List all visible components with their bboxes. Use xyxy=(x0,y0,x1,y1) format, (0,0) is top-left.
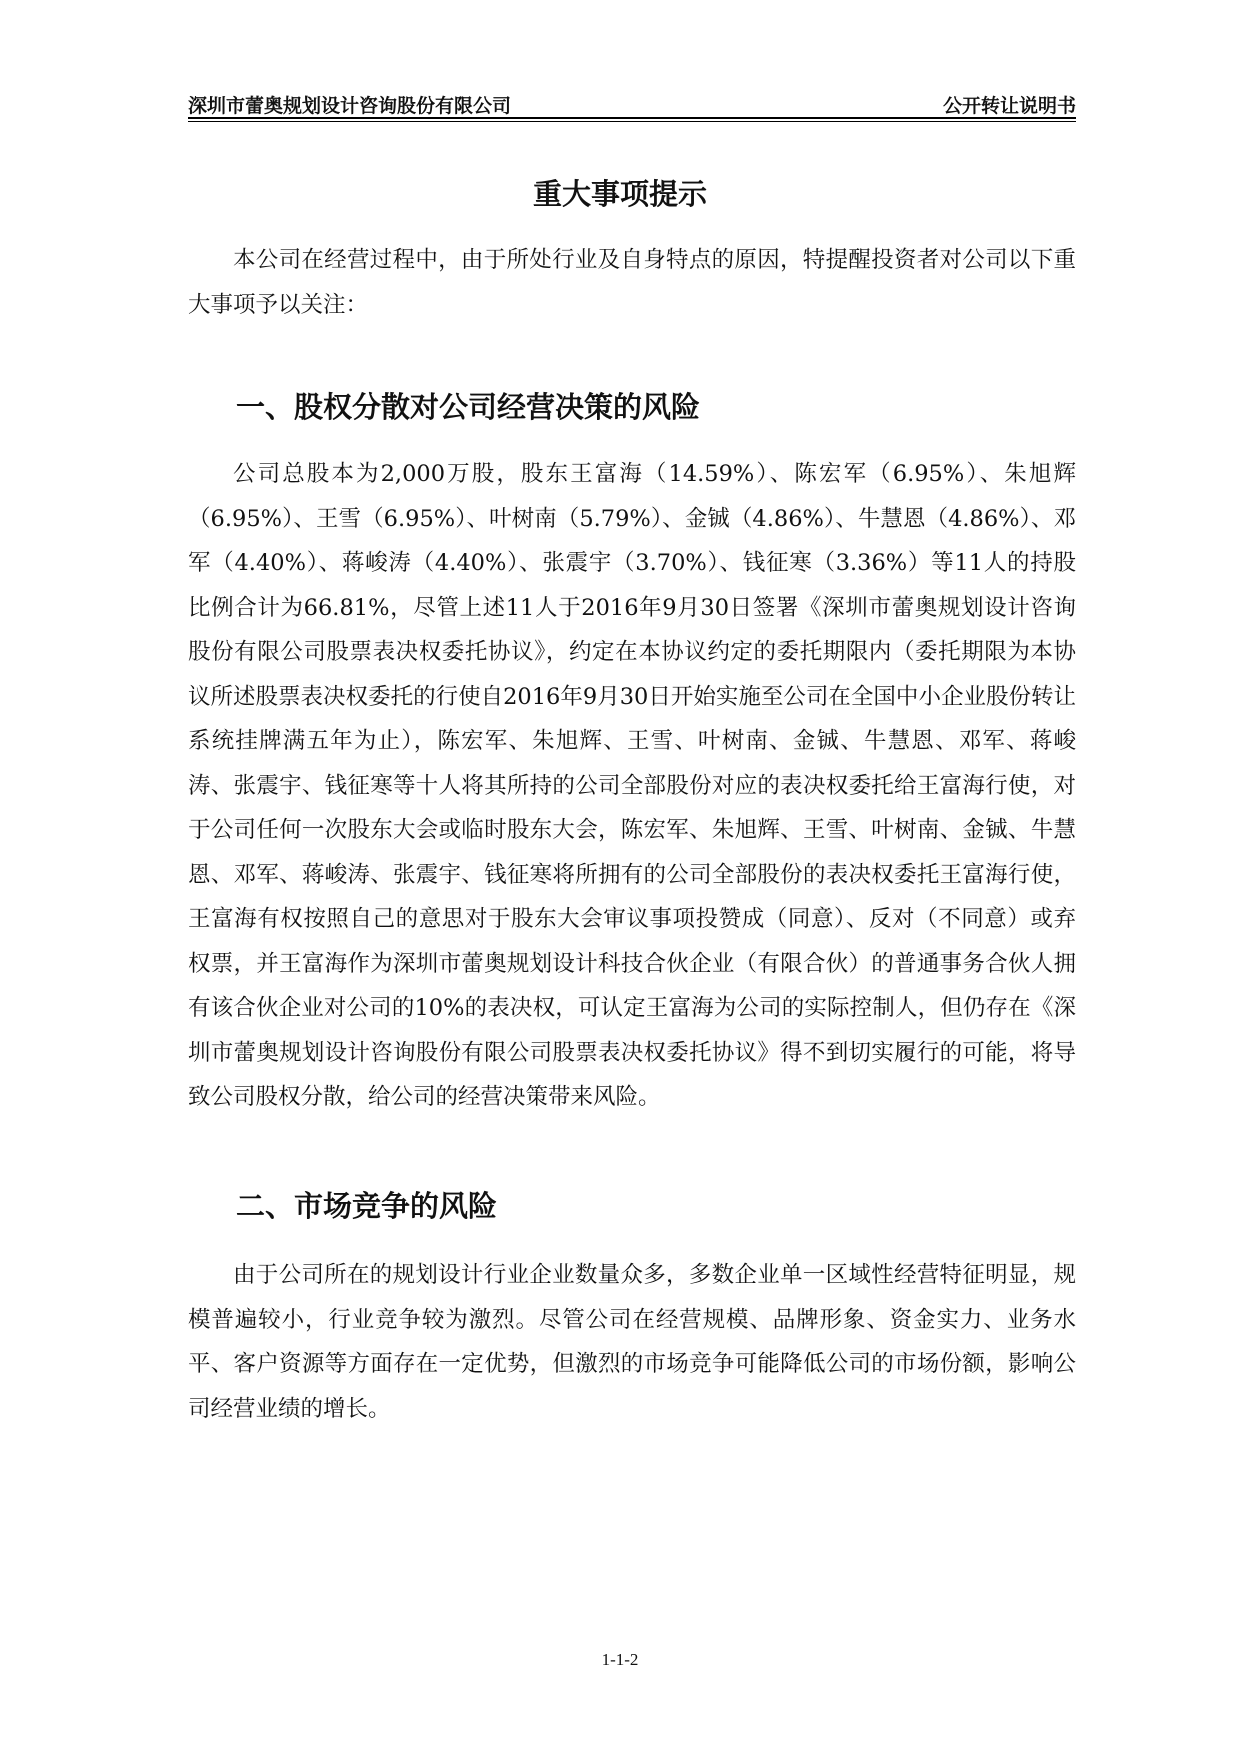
page-header xyxy=(188,88,1076,118)
section-2-body: 由于公司所在的规划设计行业企业数量众多，多数企业单一区域性经营特征明显，规模普遍较小，行业竞争较为激烈。尽管公司在经营规模、品牌形象、资金实力、业务水平、客户资源等方面存在一定优势，但激烈的市场竞争可能降低公司的市场份额，影响公司经营业绩的增长。 xyxy=(188,1262,1076,1422)
header-doc-type: 公开转让说明书 xyxy=(942,95,1076,117)
page-title: 重大事项提示 xyxy=(532,177,707,211)
section-1-heading: 一、股权分散对公司经营决策的风险 xyxy=(236,390,701,424)
header-rule-thin xyxy=(188,121,1076,122)
section-1-body: 公司总股本为2,000万股，股东王富海（14.59%）、陈宏军（6.95%）、朱旭辉（6.95%）、王雪（6.95%）、叶树南（5.79%）、金铖（4.86%）、牛慧恩（4.86%）、邓军（4.40%）、蒋峻涛（4.40%）、张震宇（3.70%）、钱征寒（3.36%）等11人的持股比例合计为66.81%，尽管上述11人于2016年9月30日签署《深圳市蕾奥规划设计咨询股份有限公司股票表决权委托协议》，约定在本协议约定的委托期限内（委托期限为本协议所述股票表决权委托的行使自2016年9月30日开始实施至公司在全国中小企业股份转让系统挂牌满五年为止），陈宏军、朱旭辉、王雪、叶树南、金铖、牛慧恩、邓军、蒋峻涛、张震宇、钱征寒等十人将其所持的公司全部股份对应的表决权委托给王富海行使，对于公司任何一次股东大会或临时股东大会，陈宏军、朱旭辉、王雪、叶树南、金铖、牛慧恩、邓军、蒋峻涛、张震宇、钱征寒将所拥有的公司全部股份的表决权委托王富海行使，王富海有权按照自己的意思对于股东大会审议事项投赞成（同意）、反对（不同意）或弃权票，并王富海作为深圳市蕾奥规划设计科技合伙企业（有限合伙）的普通事务合伙人拥有该合伙企业对公司的10%的表决权，可认定王富海为公司的实际控制人，但仍存在《深圳市蕾奥规划设计咨询股份有限公司股票表决权委托协议》得不到切实履行的可能，将导致公司股权分散，给公司的经营决策带来风险。 xyxy=(188,461,1076,1110)
section-2-heading: 二、市场竞争的风险 xyxy=(236,1189,498,1223)
intro-paragraph: 本公司在经营过程中，由于所处行业及自身特点的原因，特提醒投资者对公司以下重大事项予以关注： xyxy=(188,247,1076,318)
page-number: 1-1-2 xyxy=(601,1650,639,1669)
header-company: 深圳市蕾奥规划设计咨询股份有限公司 xyxy=(188,95,512,117)
header-rule xyxy=(188,117,1076,119)
